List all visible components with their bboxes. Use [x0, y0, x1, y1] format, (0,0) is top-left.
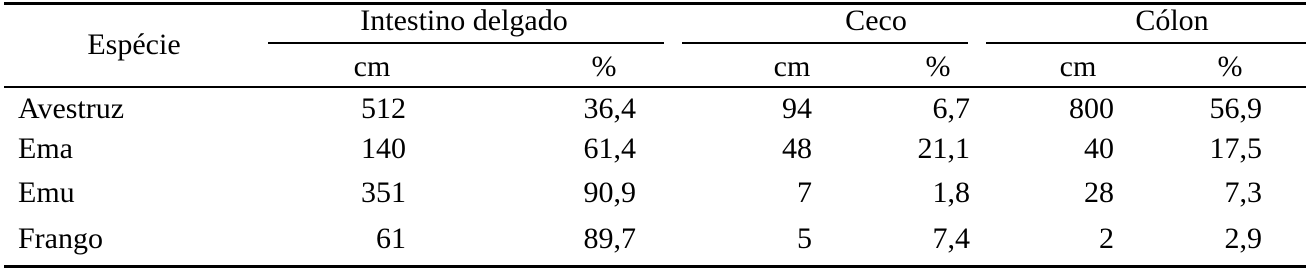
- table-cell: 40: [1084, 132, 1114, 165]
- unit-header-cm: cm: [773, 50, 811, 83]
- table-cell: 140: [361, 132, 406, 165]
- table-cell: 7: [797, 176, 812, 209]
- table-cell: 56,9: [1209, 92, 1262, 125]
- header-bottom-rule: [4, 86, 1306, 88]
- table-cell: 7,3: [1224, 176, 1262, 209]
- unit-header-percent: %: [925, 50, 951, 83]
- unit-header-percent: %: [591, 50, 617, 83]
- table-cell: 1,8: [932, 176, 970, 209]
- column-header-species: Espécie: [87, 28, 181, 61]
- group-underline-colon: [986, 42, 1306, 44]
- group-underline-intestino: [268, 42, 664, 44]
- table-cell: 351: [361, 176, 406, 209]
- row-label-species: Frango: [18, 222, 103, 255]
- unit-header-cm: cm: [353, 50, 391, 83]
- table-cell: 28: [1084, 176, 1114, 209]
- row-label-species: Ema: [18, 132, 73, 165]
- table-cell: 6,7: [932, 92, 970, 125]
- table-cell: 90,9: [583, 176, 636, 209]
- table-cell: 5: [797, 222, 812, 255]
- row-label-species: Emu: [18, 176, 75, 209]
- group-header-ceco: Ceco: [845, 4, 907, 37]
- table-cell: 48: [782, 132, 812, 165]
- table-cell: 2: [1099, 222, 1114, 255]
- unit-header-cm: cm: [1059, 50, 1097, 83]
- bottom-rule: [4, 265, 1306, 268]
- table-cell: 61,4: [583, 132, 636, 165]
- table-cell: 36,4: [583, 92, 636, 125]
- table-cell: 94: [782, 92, 812, 125]
- table-cell: 21,1: [917, 132, 970, 165]
- unit-header-percent: %: [1217, 50, 1243, 83]
- row-label-species: Avestruz: [18, 92, 125, 125]
- table-cell: 17,5: [1209, 132, 1262, 165]
- group-header-colon: Cólon: [1135, 4, 1209, 37]
- table-cell: 7,4: [932, 222, 970, 255]
- table-cell: 61: [376, 222, 406, 255]
- table-cell: 2,9: [1224, 222, 1262, 255]
- top-rule: [4, 2, 1306, 5]
- table-cell: 800: [1069, 92, 1114, 125]
- data-table: [4, 0, 1306, 270]
- table-cell: 512: [361, 92, 406, 125]
- table-cell: 89,7: [583, 222, 636, 255]
- group-underline-ceco: [682, 42, 968, 44]
- group-header-intestino-delgado: Intestino delgado: [360, 4, 568, 37]
